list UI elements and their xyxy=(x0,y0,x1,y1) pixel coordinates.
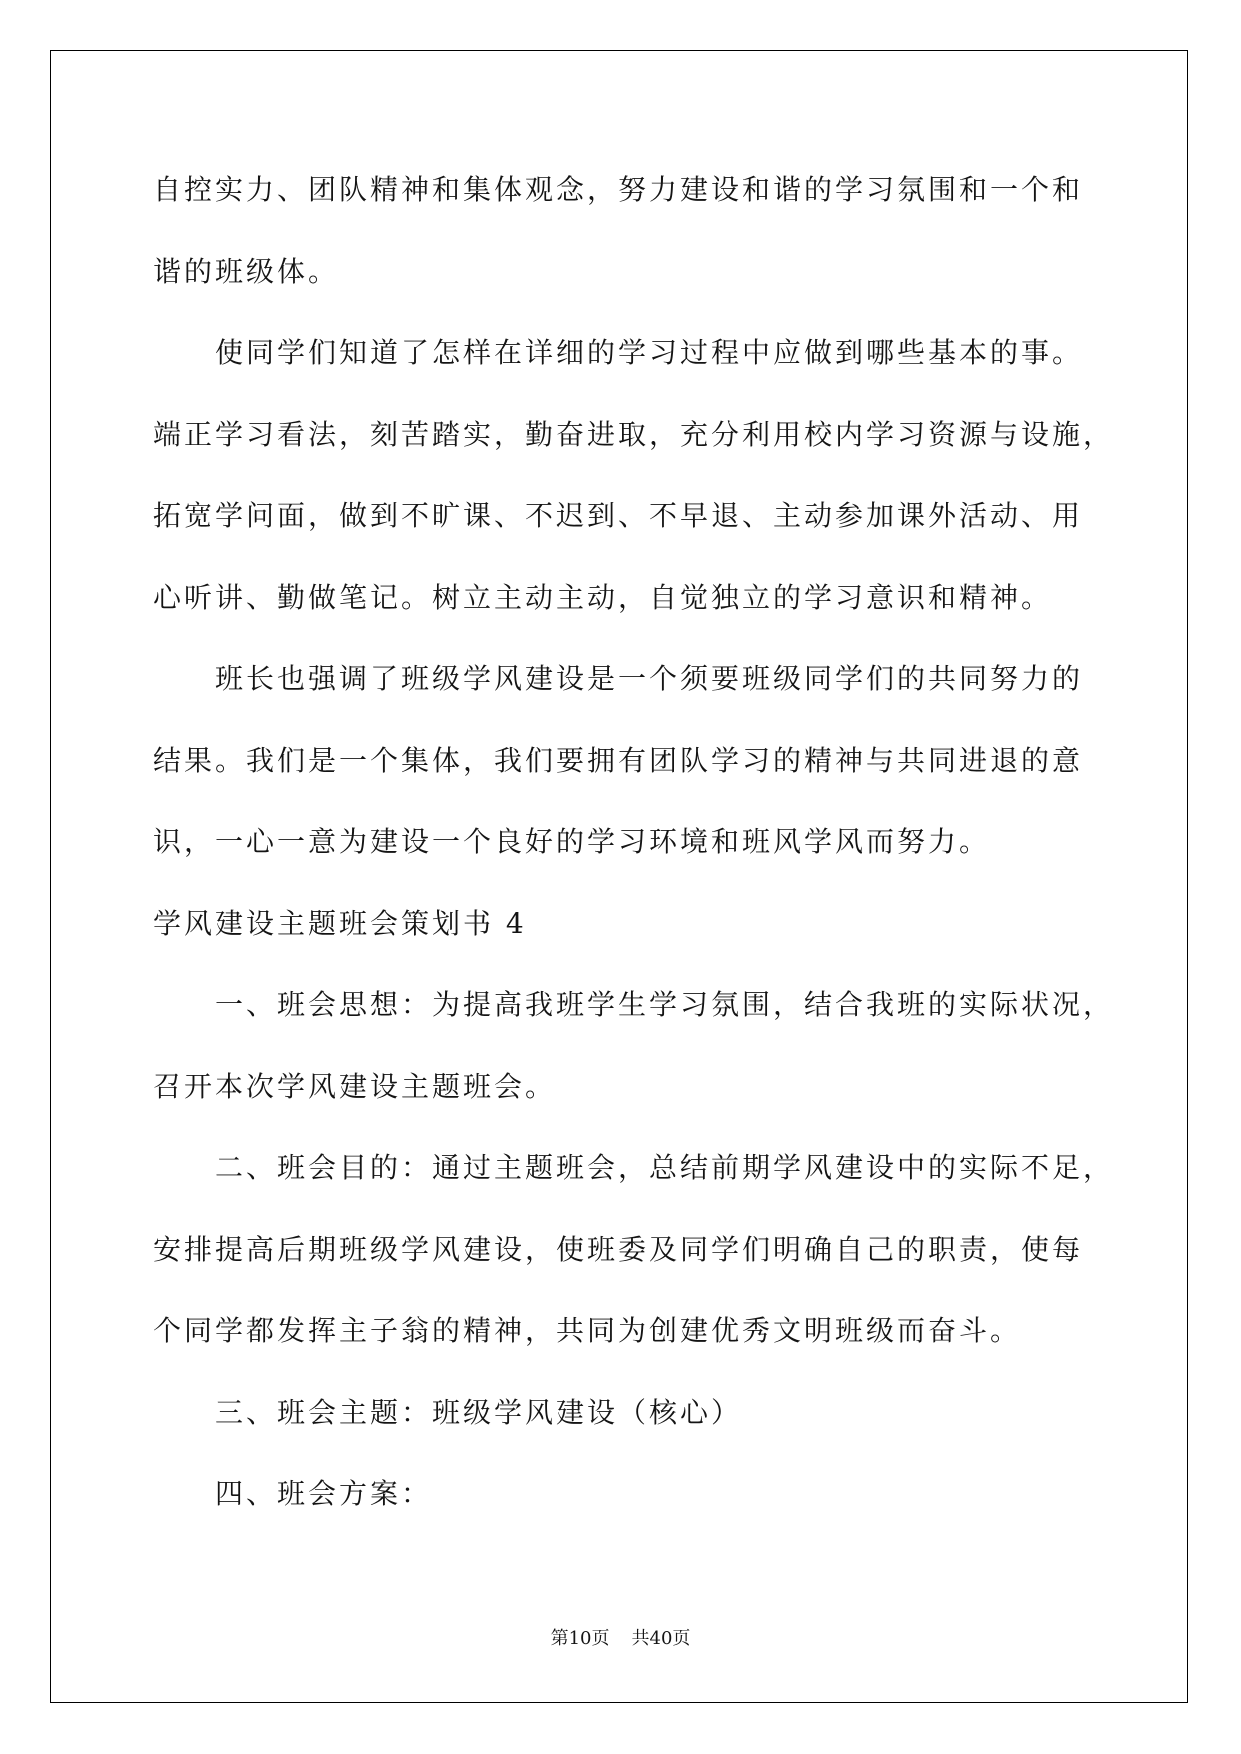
text-line: 一、班会思想：为提高我班学生学习氛围，结合我班的实际状况， xyxy=(215,988,1115,1021)
text-line: 安排提高后期班级学风建设，使班委及同学们明确自己的职责，使每 xyxy=(153,1232,1084,1266)
paragraph xyxy=(153,638,1163,883)
text-line: 三、班会主题：班级学风建设（核心） xyxy=(215,1395,743,1429)
text-line: 四、班会方案： xyxy=(215,1477,433,1510)
text-line: 班长也强调了班级学风建设是一个须要班级同学们的共同努力的 xyxy=(215,662,1084,695)
paragraph xyxy=(153,1372,1163,1454)
text-line: 个同学都发挥主子翁的精神，共同为创建优秀文明班级而奋斗。 xyxy=(153,1314,1022,1347)
text-line: 使同学们知道了怎样在详细的学习过程中应做到哪些基本的事。 xyxy=(215,336,1084,369)
text-line: 端正学习看法，刻苦踏实，勤奋进取，充分利用校内学习资源与设施， xyxy=(153,417,1115,451)
text-line: 谐的班级体。 xyxy=(153,254,340,288)
paragraph xyxy=(153,964,1163,1127)
page-footer xyxy=(0,1625,1241,1653)
total-page-count: 共40页 xyxy=(631,1628,691,1649)
text-line: 拓宽学问面，做到不旷课、不迟到、不早退、主动参加课外活动、用 xyxy=(153,499,1084,532)
text-line: 心听讲、勤做笔记。树立主动主动，自觉独立的学习意识和精神。 xyxy=(153,580,1053,614)
text-line: 二、班会目的：通过主题班会，总结前期学风建设中的实际不足， xyxy=(215,1151,1115,1184)
text-line: 识，一心一意为建设一个良好的学习环境和班风学风而努力。 xyxy=(153,825,991,858)
paragraph xyxy=(153,1127,1163,1372)
paragraph xyxy=(153,312,1163,638)
text-line: 结果。我们是一个集体，我们要拥有团队学习的精神与共同进退的意 xyxy=(153,743,1084,777)
section-heading: 学风建设主题班会策划书 4 xyxy=(153,906,527,940)
paragraph xyxy=(153,1453,1163,1535)
current-page-number: 第10页 xyxy=(550,1628,610,1649)
text-line: 召开本次学风建设主题班会。 xyxy=(153,1069,557,1103)
text-line: 自控实力、团队精神和集体观念，努力建设和谐的学习氛围和一个和 xyxy=(153,173,1084,206)
page-content xyxy=(153,149,1163,1535)
paragraph xyxy=(153,149,1163,312)
